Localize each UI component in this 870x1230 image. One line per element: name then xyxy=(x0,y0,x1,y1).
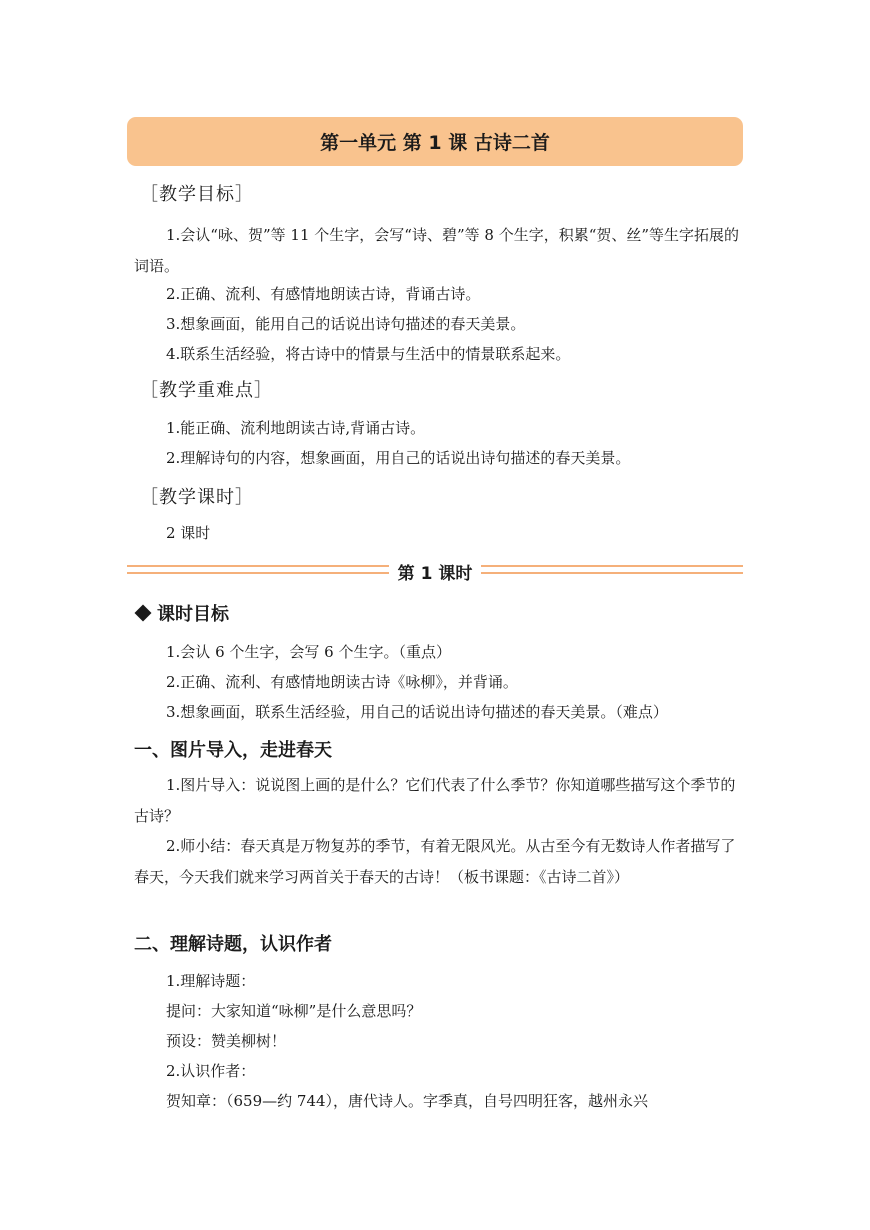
divider-line xyxy=(481,565,743,567)
part2-line-2: 提问：大家知道“咏柳”是什么意思吗？ xyxy=(166,1002,422,1020)
key-point-item-2: 2.理解诗句的内容，想象画面，用自己的话说出诗句描述的春天美景。 xyxy=(166,449,631,467)
diamond-bullet-icon xyxy=(135,605,152,622)
lesson-title-banner xyxy=(127,117,743,166)
divider-line xyxy=(127,565,389,567)
lesson-title: 第一单元 第 1 课 古诗二首 xyxy=(320,132,550,154)
divider-line xyxy=(127,572,389,574)
objectives-heading: ［教学目标］ xyxy=(140,184,254,205)
divider-line xyxy=(481,572,743,574)
divider-label: 第 1 课时 xyxy=(389,556,481,586)
part2-line-3: 预设：赞美柳树！ xyxy=(166,1032,287,1050)
objective-item-3: 3.想象画面，能用自己的话说出诗句描述的春天美景。 xyxy=(166,315,526,333)
objective-item-4: 4.联系生活经验，将古诗中的情景与生活中的情景联系起来。 xyxy=(166,345,571,363)
hours-value: 2 课时 xyxy=(166,524,211,542)
lesson-goal-heading xyxy=(134,600,229,626)
part2-line-4: 2.认识作者： xyxy=(166,1062,256,1080)
part1-para-1: 1.图片导入：说说图上画的是什么？它们代表了什么季节？你知道哪些描写这个季节的古诗？ xyxy=(134,776,736,825)
part2-line-5: 贺知章：（659—约 744），唐代诗人。字季真，自号四明狂客，越州永兴 xyxy=(166,1092,649,1110)
part2-line-1: 1.理解诗题： xyxy=(166,972,256,990)
part2-heading: 二、理解诗题，认识作者 xyxy=(134,934,332,955)
lesson-goal-1: 1.会认 6 个生字，会写 6 个生字。（重点） xyxy=(166,643,451,661)
lesson-goal-2: 2.正确、流利、有感情地朗读古诗《咏柳》，并背诵。 xyxy=(166,673,518,691)
key-points-heading: ［教学重难点］ xyxy=(140,380,273,401)
part1-heading: 一、图片导入，走进春天 xyxy=(134,740,332,761)
part1-para-2: 2.师小结：春天真是万物复苏的季节，有着无限风光。从古至今有无数诗人作者描写了春天，今天我们就来学习两首关于春天的古诗！（板书课题：《古诗二首》） xyxy=(134,837,736,886)
key-point-item-1: 1.能正确、流利地朗读古诗,背诵古诗。 xyxy=(166,419,426,437)
objective-item-2: 2.正确、流利、有感情地朗读古诗，背诵古诗。 xyxy=(166,285,481,303)
lesson-divider xyxy=(127,556,743,586)
hours-heading: ［教学课时］ xyxy=(140,487,254,508)
objective-item-1: 1.会认“咏、贺”等 11 个生字，会写“诗、碧”等 8 个生字，积累“贺、丝”等生字拓展的词语。 xyxy=(134,226,740,275)
lesson-goal-3: 3.想象画面，联系生活经验，用自己的话说出诗句描述的春天美景。（难点） xyxy=(166,703,668,721)
lesson-goal-heading-text: 课时目标 xyxy=(157,604,229,625)
